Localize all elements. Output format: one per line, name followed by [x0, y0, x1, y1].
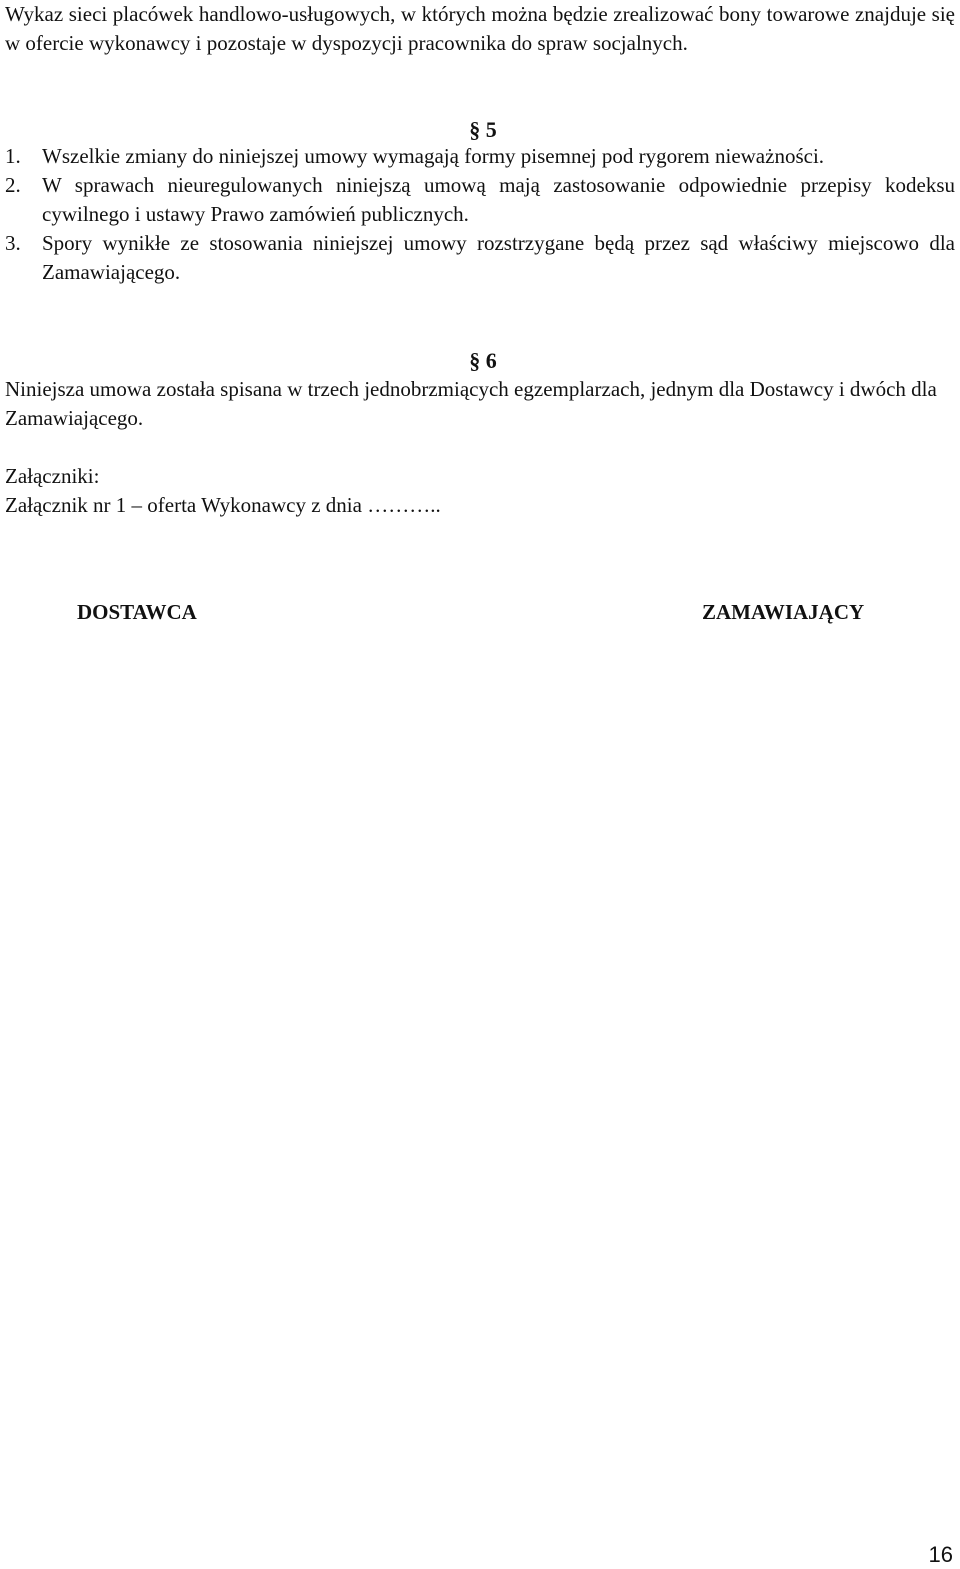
list-item: [5, 229, 955, 287]
list-item: [5, 142, 955, 171]
signature-supplier: DOSTAWCA: [77, 600, 197, 624]
list-item-number: 3.: [5, 231, 21, 255]
list-item: [5, 171, 955, 229]
intro-paragraph: Wykaz sieci placówek handlowo-usługowych, w których można będzie zrealizować bony towarowe znajduje się w ofercie wykonawcy i pozostaje w dyspozycji pracownika do spraw socjalnych.: [5, 2, 955, 55]
section-5-list: [5, 142, 955, 287]
list-item-number: 2.: [5, 173, 21, 197]
list-item-text: Spory wynikłe ze stosowania niniejszej umowy rozstrzygane będą przez sąd właściwy miejscowo dla Zamawiającego.: [42, 231, 955, 284]
section-6-heading: § 6: [469, 348, 497, 373]
section-5-heading: § 5: [469, 117, 497, 142]
signature-orderer: ZAMAWIAJĄCY: [702, 600, 865, 624]
attachment-item: Załącznik nr 1 – oferta Wykonawcy z dnia ………..: [5, 493, 441, 517]
list-item-text: Wszelkie zmiany do niniejszej umowy wymagają formy pisemnej pod rygorem nieważności.: [42, 144, 825, 168]
list-item-text: W sprawach nieuregulowanych niniejszą umową mają zastosowanie odpowiednie przepisy kodeksu cywilnego i ustawy Prawo zamówień publicznych.: [42, 173, 955, 226]
list-item-number: 1.: [5, 144, 21, 168]
attachments-heading: Załączniki:: [5, 464, 100, 488]
page-number: 16: [928, 1542, 953, 1567]
section-6-paragraph: Niniejsza umowa została spisana w trzech jednobrzmiących egzemplarzach, jednym dla Dostawcy i dwóch dla Zamawiającego.: [5, 377, 937, 430]
